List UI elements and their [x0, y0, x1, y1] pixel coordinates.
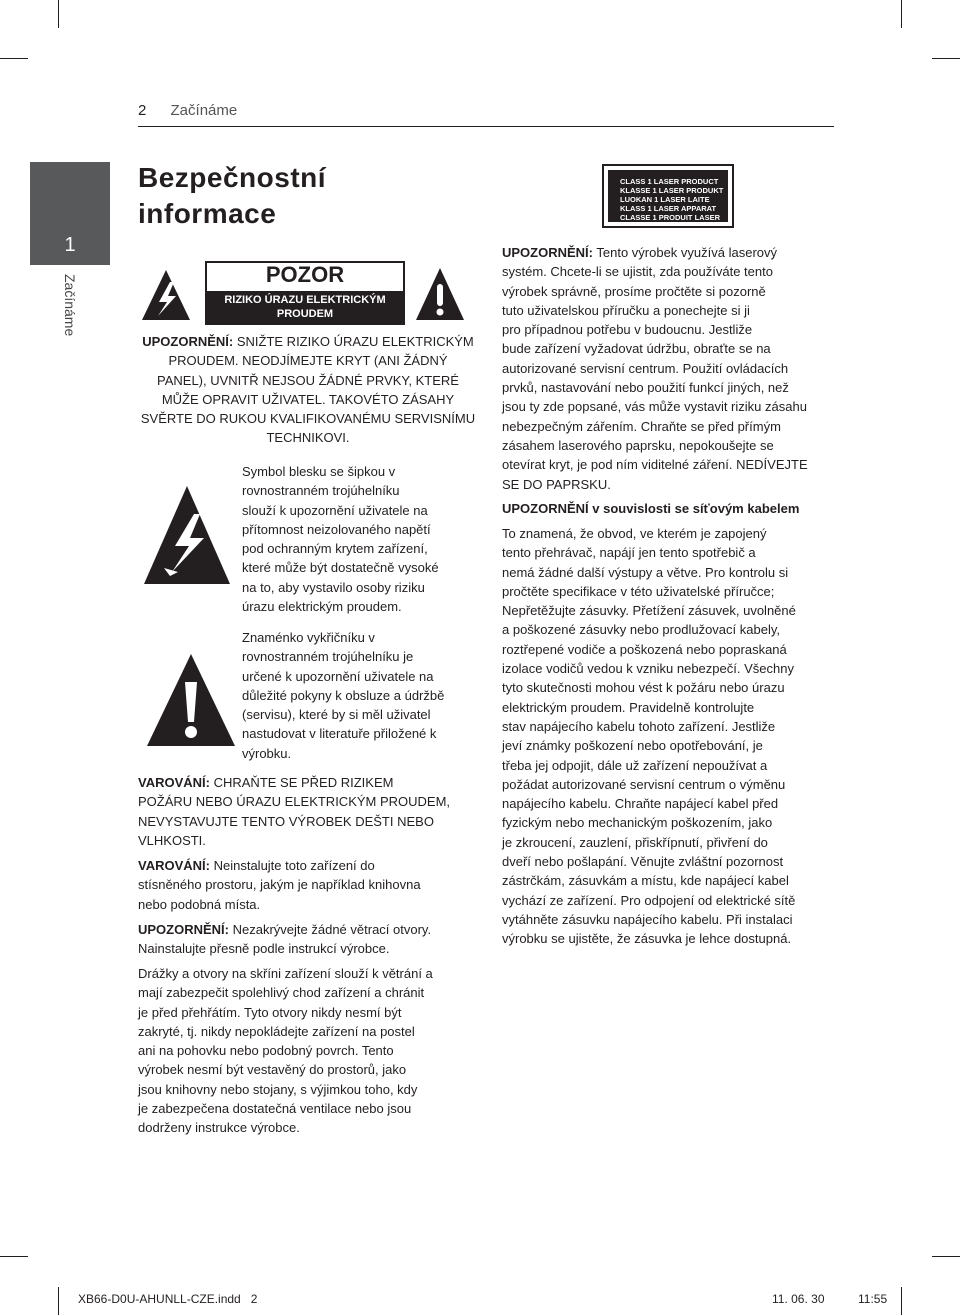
lightning-warning-icon [140, 268, 192, 322]
cable-heading: UPOZORNĚNÍ v souvislosti se síťovým kabelem [502, 501, 800, 516]
crop-mark [932, 58, 960, 59]
section-name: Začínáme [170, 102, 238, 119]
lightning-explanation: Symbol blesku se šipkou v rovnostranném trojúhelníku slouží k upozornění uživatele na přítomnost neizolovaného napětí pod ochranným krytem zařízení, které může být dostatečně vysoké na to, aby vystavilo osoby riziku úrazu elektrickým proudem. [242, 464, 439, 615]
exclamation-explanation: Znaménko vykřičníku v rovnostranném trojúhelníku je určené k upozornění uživatele na důležité pokyny k obsluze a údržbě (servisu), které by si měl uživatel nastudovat v literatuře přiložené k výrobku. [242, 630, 445, 761]
crop-mark [0, 1256, 28, 1257]
lightning-triangle-icon [142, 484, 232, 586]
crop-mark [901, 1287, 902, 1315]
warning-fire-text: VAROVÁNÍ: CHRAŇTE SE PŘED RIZIKEM POŽÁRU NEBO ÚRAZU ELEKTRICKÝM PROUDEM, NEVYSTAVUJTE TENTO VÝROBEK DEŠTI NEBO VLHKOSTI. [138, 775, 451, 848]
crop-mark [932, 1256, 960, 1257]
laser-class-label: CLASS 1 LASER PRODUCT KLASSE 1 LASER PRODUKT LUOKAN 1 LASER LAITE KLASS 1 LASER APPARAT CLASSE 1 PRODUIT LASER [608, 170, 728, 222]
exclamation-warning-icon [414, 266, 466, 322]
caution-vent-text: UPOZORNĚNÍ: Nezakrývejte žádné větrací otvory. Nainstalujte přesně podle instrukcí výrobce. [138, 922, 432, 957]
cable-paragraph: To znamená, že obvod, ve kterém je zapojený tento přehrávač, napájí jen tento spotřebič a nemá žádné další výstupy a větve. Pro kontrolu si pročtěte specifikace v této uživatelské příručce; Nepřetěžujte zásuvky. Přetížení zásuvek, uvolněné a poškozené zásuvky nebo prodlužovací kabely, roztřepené vodiče a poškozená nebo popraskaná izolace vodičů vedou k vzniku nebezpečí. Všechny tyto skutečnosti mohou vést k požáru nebo úrazu elektrickým proudem. Pravidelně kontrolujte stav napájecího kabelu tohoto zařízení. Jestliže jeví známky poškození nebo opotřebování, je třeba jej odpojit, dále už zařízení nepoužívat a požádat autorizované servisní centrum o výměnu napájecího kabelu. Chraňte napájecí kabel před fyzickým nebo mechanickým poškozením, jako je zkroucení, zauzlení, přiskřípnutí, přivření do dveří nebo pošlapání. Věnujte zvláštní pozornost zástrčkám, zásuvkám a místu, kde napájecí kabel vychází ze zařízení. Pro odpojení od elektrické sítě vytáhněte zásuvku napájecího kabelu. Při instalaci výrobku se ujistěte, že zásuvka je lehce dostupná. [502, 526, 796, 947]
page-number: 2 [138, 102, 147, 119]
caution-shock-text: UPOZORNĚNÍ: SNIŽTE RIZIKO ÚRAZU ELEKTRICKÝM PROUDEM. NEODJÍMEJTE KRYT (ANI ŽÁDNÝ PANEL), UVNITŘ NEJSOU ŽÁDNÉ PRVKY, KTERÉ MŮŽE OPRAVIT UŽIVATEL. TAKOVÉTO ZÁSAHY SVĚRTE DO RUKOU KVALIFIKOVANÉMU SERVISNÍMU TECHNIKOVI. [140, 334, 476, 446]
footer-date: 11. 06. 30 [772, 1292, 825, 1306]
chapter-tab [30, 162, 110, 265]
laser-caution-text: UPOZORNĚNÍ: Tento výrobek využívá laserový systém. Chcete-li se ujistit, zda používáte tento výrobek správně, prosíme pročtěte si pozorně tuto uživatelskou příručku a ponechejte si ji pro případnou potřebu v budoucnu. Jestliže bude zařízení vyžadovat údržbu, obraťte se na autorizované servisní centrum. Použití ovládacích prvků, nastavování nebo použití funkcí jiných, než jsou ty zde popsané, vás může vystavit riziku zásahu nebezpečným zářením. Chraňte se před přímým zásahem laserového paprsku, nepokoušejte se otevírat kryt, je pod ním viditelné záření. NEDÍVEJTE SE DO PAPRSKU. [502, 245, 808, 492]
ventilation-paragraph: Drážky a otvory na skříni zařízení slouží k větrání a mají zabezpečit spolehlivý chod zařízení a chránit je před přehřátím. Tyto otvory nikdy nesmí být zakryté, tj. nikdy nepokládejte zařízení na postel ani na pohovku nebo podobný povrch. Tento výrobek nesmí být vestavěný do prostorů, jako jsou knihovny nebo stojany, s výjimkou toho, kdy je zabezpečena dostatečná ventilace nebo jsou dodrženy instrukce výrobce. [138, 966, 433, 1136]
chapter-label: Začínáme [62, 274, 78, 337]
crop-mark [0, 58, 28, 59]
crop-mark [901, 0, 902, 28]
header-divider [138, 126, 834, 127]
pozor-band: RIZIKO ÚRAZU ELEKTRICKÝM PROUDEM [207, 291, 403, 323]
page-header [138, 102, 237, 119]
crop-mark [58, 1287, 59, 1315]
footer-time: 11:55 [858, 1292, 888, 1306]
exclamation-triangle-icon [145, 652, 237, 748]
chapter-number: 1 [64, 234, 76, 256]
page-title: Bezpečnostní informace [138, 162, 327, 229]
pozor-title: POZOR [265, 262, 345, 287]
footer-filename: XB66-D0U-AHUNLL-CZE.indd 2 [78, 1292, 258, 1306]
warning-install-text: VAROVÁNÍ: Neinstalujte toto zařízení do stísněného prostoru, jakým je například knihovna nebo podobná místa. [138, 858, 421, 912]
crop-mark [58, 0, 59, 28]
